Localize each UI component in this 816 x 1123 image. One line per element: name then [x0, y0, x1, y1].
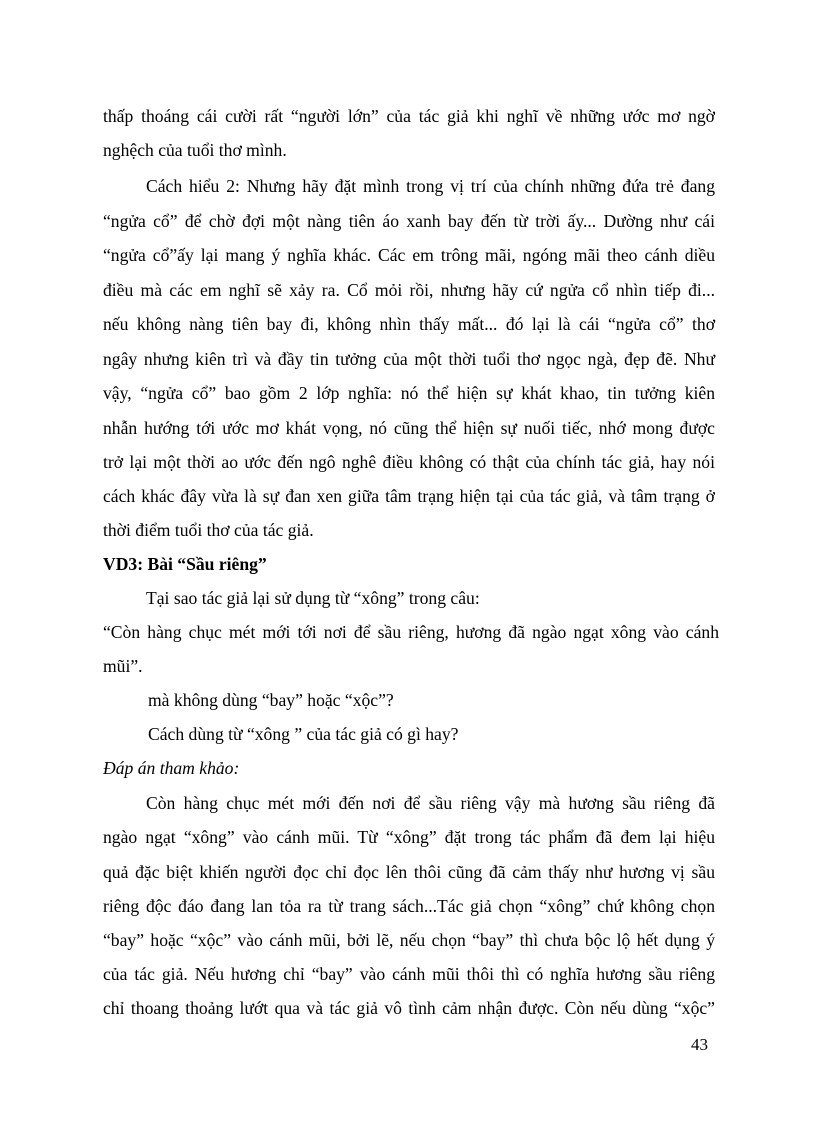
paragraph-line: thấp thoáng cái cười rất “người lớn” của tác giả khi nghĩ về những ước mơ ngờ [103, 106, 715, 126]
paragraph-line: nhẫn hướng tới ước mơ khát vọng, nó cũng thể hiện sự nuối tiếc, nhớ mong được [103, 418, 715, 438]
answer-line: của tác giả. Nếu hương chỉ “bay” vào cánh mũi thôi thì có nghĩa hương sầu riêng [103, 964, 715, 984]
paragraph-line: ngây nhưng kiên trì và đầy tin tưởng của một thời tuổi thơ ngọc ngà, đẹp đẽ. Như [103, 349, 715, 369]
paragraph-line: Cách hiểu 2: Nhưng hãy đặt mình trong vị trí của chính những đứa trẻ đang [146, 176, 715, 196]
paragraph-line: nghệch của tuổi thơ mình. [103, 140, 287, 160]
question-intro: Tại sao tác giả lại sử dụng từ “xông” trong câu: [146, 588, 480, 608]
answer-line: ngào ngạt “xông” vào cánh mũi. Từ “xông” đặt trong tác phẩm đã đem lại hiệu [103, 827, 715, 847]
answer-line: quả đặc biệt khiến người đọc chỉ đọc lên thôi cũng đã cảm thấy như hương vị sầu [103, 862, 715, 882]
section-heading: VD3: Bài “Sầu riêng” [103, 554, 267, 574]
quote-line: mũi”. [103, 656, 143, 676]
paragraph-line: thời điểm tuổi thơ của tác giả. [103, 520, 314, 540]
page-number: 43 [691, 1035, 708, 1054]
paragraph-line: cách khác đây vừa là sự đan xen giữa tâm trạng hiện tại của tác giả, và tâm trạng ở [103, 486, 715, 506]
question-line: Cách dùng từ “xông ” của tác giả có gì hay? [148, 724, 459, 744]
question-line: mà không dùng “bay” hoặc “xộc”? [148, 690, 394, 710]
quote-line: “Còn hàng chục mét mới tới nơi để sầu riêng, hương đã ngào ngạt xông vào cánh [103, 622, 719, 642]
paragraph-line: “ngửa cổ”ấy lại mang ý nghĩa khác. Các em trông mãi, ngóng mãi theo cánh diều [103, 245, 715, 265]
paragraph-line: điều mà các em nghĩ sẽ xảy ra. Cổ mỏi rồi, nhưng hãy cứ ngửa cổ nhìn tiếp đi... [103, 280, 715, 300]
paragraph-line: trở lại một thời ao ước đến ngô nghê điều không có thật của chính tác giả, hay nói [103, 452, 715, 472]
answer-line: riêng độc đáo đang lan tỏa ra từ trang sách...Tác giả chọn “xông” chứ không chọn [103, 896, 715, 916]
answer-label: Đáp án tham khảo: [103, 758, 240, 778]
paragraph-line: “ngửa cổ” để chờ đợi một nàng tiên áo xanh bay đến từ trời ấy... Dường như cái [103, 211, 715, 231]
answer-line: Còn hàng chục mét mới đến nơi để sầu riêng vậy mà hương sầu riêng đã [146, 793, 715, 813]
answer-line: “bay” hoặc “xộc” vào cánh mũi, bởi lẽ, nếu chọn “bay” thì chưa bộc lộ hết dụng ý [103, 930, 715, 950]
answer-line: chỉ thoang thoảng lướt qua và tác giả vô tình cảm nhận được. Còn nếu dùng “xộc” [103, 998, 715, 1018]
paragraph-line: vậy, “ngửa cổ” bao gồm 2 lớp nghĩa: nó thể hiện sự khát khao, tin tưởng kiên [103, 383, 715, 403]
paragraph-line: nếu không nàng tiên bay đi, không nhìn thấy mất... đó lại là cái “ngửa cổ” thơ [103, 314, 715, 334]
